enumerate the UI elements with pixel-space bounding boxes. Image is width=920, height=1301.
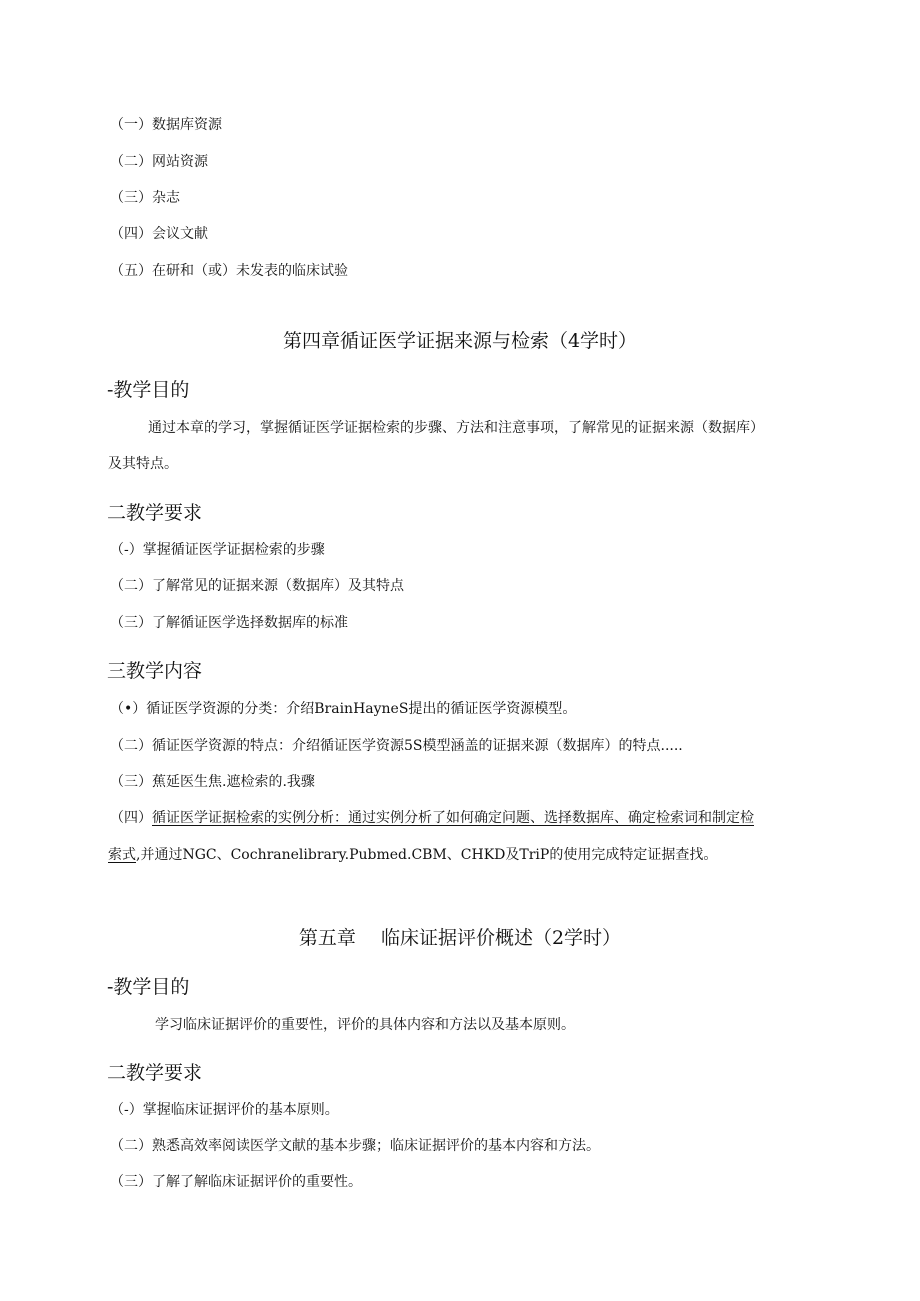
underlined-text: 循证医学证据检索的实例分析：通过实例分析了如何确定问题、选择数据库、确定检索词和制定检 [152, 810, 754, 826]
section-heading: 二教学要求 [107, 502, 203, 524]
list-item-prefix: （四） [110, 810, 152, 826]
section-heading: 三教学内容 [107, 660, 203, 682]
list-item: （-）掌握临床证据评价的基本原则。 [110, 1102, 339, 1118]
underlined-text: 索式 [108, 847, 136, 863]
list-item: （二）网站资源 [110, 154, 208, 170]
list-item: （二）循证医学资源的特点：介绍循证医学资源5S模型涵盖的证据来源（数据库）的特点..... [110, 738, 683, 754]
section-heading: -教学目的 [107, 379, 190, 401]
list-item: （三）杂志 [110, 190, 180, 206]
list-item: （三）了解了解临床证据评价的重要性。 [110, 1174, 362, 1190]
section-heading: -教学目的 [107, 976, 190, 998]
paragraph-line: 及其特点。 [108, 456, 178, 472]
list-item: （二）了解常见的证据来源（数据库）及其特点 [110, 578, 404, 594]
chapter-title: 第四章循证医学证据来源与检索（4学时） [282, 330, 638, 352]
list-item-continuation [108, 846, 717, 864]
paragraph-text: ,并通过NGC、Cochranelibrary.Pubmed.CBM、CHKD及TriP的使用完成特定证据查找。 [136, 847, 718, 863]
list-item: （-）掌握循证医学证据检索的步骤 [110, 542, 325, 558]
list-item: （四）会议文献 [110, 226, 208, 242]
list-item: （三）蕉延医生焦.遮检索的.我骤 [110, 774, 315, 790]
list-item [110, 809, 754, 827]
list-item: （二）熟悉高效率阅读医学文献的基本步骤；临床证据评价的基本内容和方法。 [110, 1138, 600, 1154]
paragraph-line: 学习临床证据评价的重要性，评价的具体内容和方法以及基本原则。 [155, 1017, 575, 1033]
list-item: （五）在研和（或）未发表的临床试验 [110, 263, 348, 279]
chapter-title: 第五章 临床证据评价概述（2学时） [298, 927, 622, 949]
section-heading: 二教学要求 [107, 1062, 203, 1084]
list-item: （•）循证医学资源的分类：介绍BrainHayneS提出的循证医学资源模型。 [110, 701, 577, 717]
paragraph-line: 通过本章的学习，掌握循证医学证据检索的步骤、方法和注意事项，了解常见的证据来源（数据库） [148, 420, 764, 436]
list-item: （一）数据库资源 [110, 117, 222, 133]
list-item: （三）了解循证医学选择数据库的标准 [110, 615, 348, 631]
